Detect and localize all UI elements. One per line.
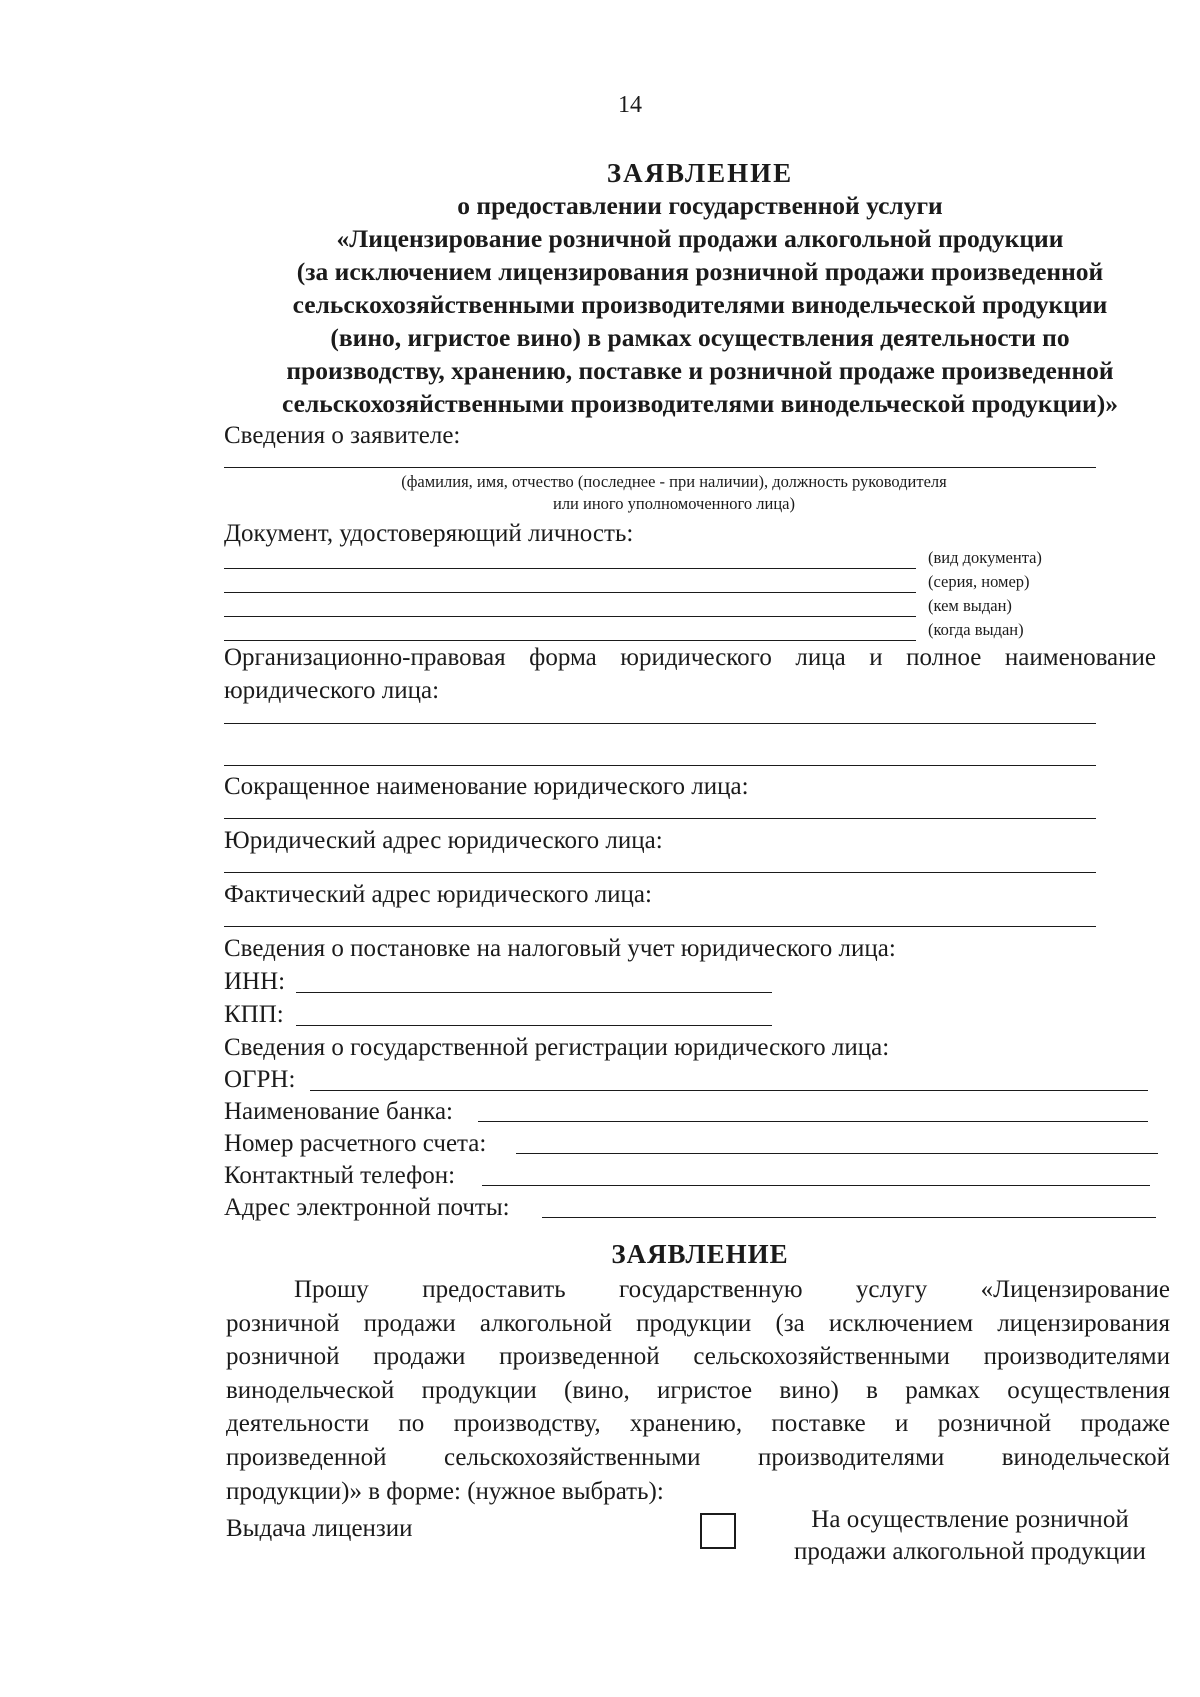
header-line: (вино, игристое вино) в рамках осуществления деятельности по <box>330 323 1070 352</box>
doc-type-caption: (вид документа) <box>928 548 1042 567</box>
actual-address-field[interactable] <box>224 926 1096 927</box>
inn-field[interactable] <box>296 992 772 993</box>
statement-line: Прошу предоставить государственную услугу «Лицензирование <box>294 1276 1170 1303</box>
header-line: производству, хранению, поставке и розничной продаже произведенной <box>286 356 1114 385</box>
doc-issuer-field[interactable] <box>224 616 916 617</box>
applicant-caption: (фамилия, имя, отчество (последнее - при наличии), должность руководителя <box>401 472 947 491</box>
license-issue-checkbox[interactable] <box>700 1513 736 1549</box>
email-label: Адрес электронной почты: <box>224 1194 510 1221</box>
doc-series-field[interactable] <box>224 592 916 593</box>
actual-address-label: Фактический адрес юридического лица: <box>224 881 652 908</box>
phone-field[interactable] <box>482 1185 1150 1186</box>
ogrn-label: ОГРН: <box>224 1066 296 1093</box>
short-name-label: Сокращенное наименование юридического лица: <box>224 773 749 800</box>
account-label: Номер расчетного счета: <box>224 1130 487 1157</box>
statement-line: продукции)» в форме: (нужное выбрать): <box>226 1477 664 1505</box>
statement-line: произведенной сельскохозяйственными производителями винодельческой <box>226 1443 1170 1471</box>
inn-label: ИНН: <box>224 968 286 995</box>
document-title: ЗАЯВЛЕНИЕ <box>606 158 794 188</box>
applicant-label: Сведения о заявителе: <box>224 422 461 449</box>
tax-label: Сведения о постановке на налоговый учет юридического лица: <box>224 935 896 962</box>
applicant-caption: или иного уполномоченного лица) <box>552 494 795 513</box>
applicant-field[interactable] <box>224 467 1096 468</box>
doc-type-field[interactable] <box>224 568 916 569</box>
option-desc: продажи алкогольной продукции <box>794 1538 1146 1565</box>
identity-doc-label: Документ, удостоверяющий личность: <box>224 520 634 547</box>
statement-body <box>226 1273 1170 1508</box>
kpp-field[interactable] <box>296 1025 772 1026</box>
statement-line: деятельности по производству, хранению, поставке и розничной продаже <box>226 1410 1170 1438</box>
header-line: (за исключением лицензирования розничной продажи произведенной <box>296 257 1104 286</box>
org-form-field[interactable] <box>224 723 1096 724</box>
page-number: 14 <box>618 92 642 118</box>
kpp-label: КПП: <box>224 1001 284 1028</box>
legal-address-label: Юридический адрес юридического лица: <box>224 827 663 854</box>
doc-date-field[interactable] <box>224 640 916 641</box>
full-name-field[interactable] <box>224 765 1096 766</box>
phone-label: Контактный телефон: <box>224 1162 456 1189</box>
option-desc: На осуществление розничной <box>811 1506 1129 1533</box>
statement-line: розничной продажи произведенной сельскохозяйственными производителями <box>226 1343 1170 1371</box>
email-field[interactable] <box>542 1217 1156 1218</box>
doc-series-caption: (серия, номер) <box>928 572 1030 591</box>
statement-line: розничной продажи алкогольной продукции (за исключением лицензирования <box>226 1309 1170 1337</box>
header-line: о предоставлении государственной услуги <box>457 191 943 220</box>
doc-date-caption: (когда выдан) <box>928 620 1024 639</box>
option-label: Выдача лицензии <box>226 1515 413 1542</box>
org-form-label: юридического лица: <box>224 677 440 704</box>
bank-name-field[interactable] <box>478 1121 1148 1122</box>
bank-name-label: Наименование банка: <box>224 1098 454 1125</box>
header-line: «Лицензирование розничной продажи алкогольной продукции <box>336 224 1064 253</box>
short-name-field[interactable] <box>224 818 1096 819</box>
registration-label: Сведения о государственной регистрации юридического лица: <box>224 1034 890 1061</box>
account-field[interactable] <box>516 1153 1158 1154</box>
ogrn-field[interactable] <box>310 1090 1148 1091</box>
header-line: сельскохозяйственными производителями винодельческой продукции <box>292 290 1108 319</box>
doc-issuer-caption: (кем выдан) <box>928 596 1012 615</box>
legal-address-field[interactable] <box>224 872 1096 873</box>
org-form-label: Организационно-правовая форма юридического лица и полное наименование <box>224 644 1156 671</box>
statement-title: ЗАЯВЛЕНИЕ <box>611 1239 789 1269</box>
header-line: сельскохозяйственными производителями винодельческой продукции)» <box>282 389 1118 418</box>
statement-line: винодельческой продукции (вино, игристое вино) в рамках осуществления <box>226 1376 1170 1404</box>
